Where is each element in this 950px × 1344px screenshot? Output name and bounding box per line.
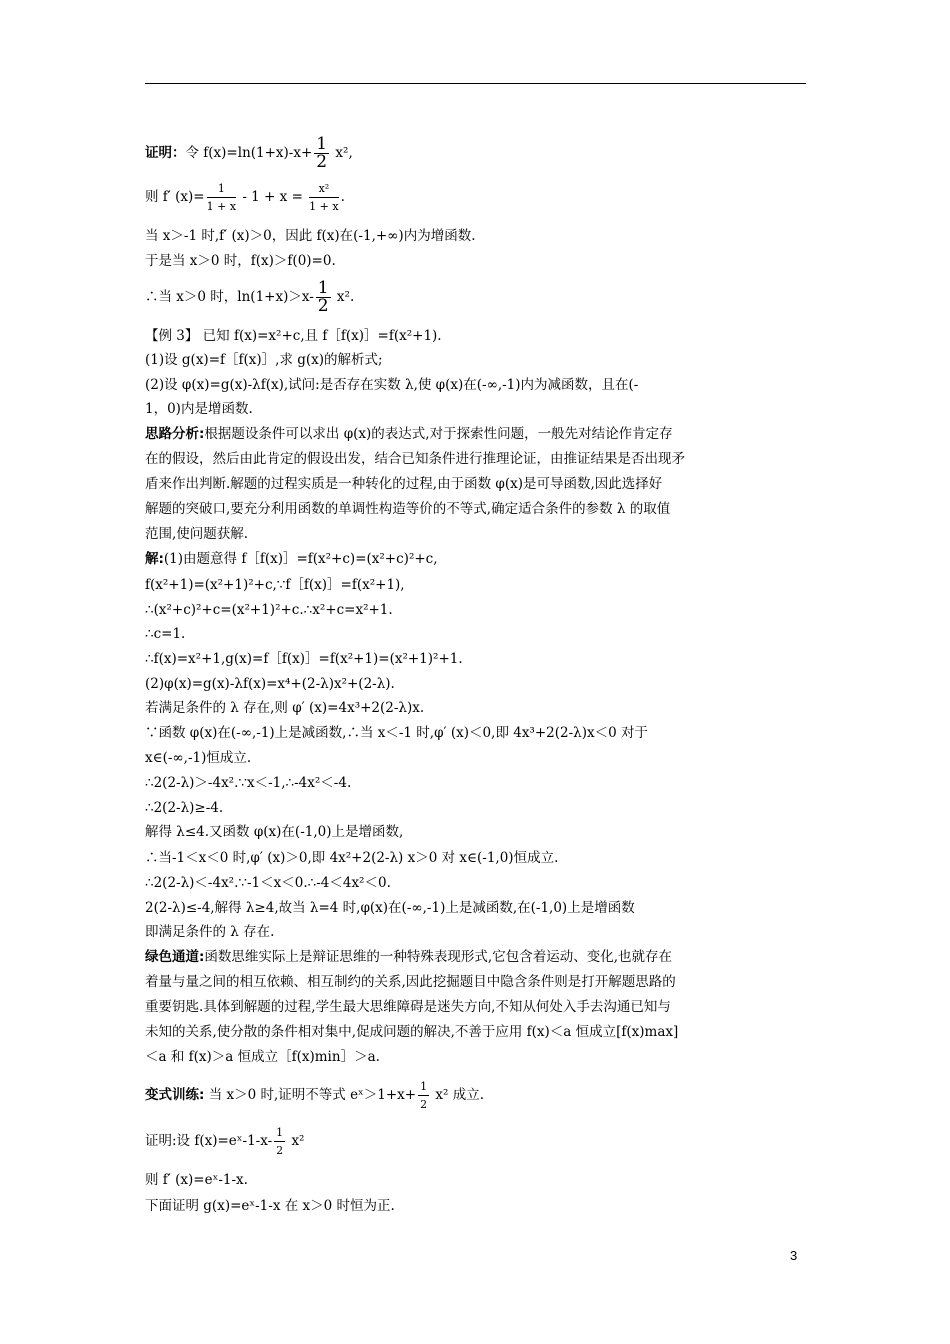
text: x². [332, 289, 355, 305]
text-line: ∵函数 φ(x)在(-∞,-1)上是减函数,∴当 x＜-1 时,φ′ (x)＜0,即 4x³+2(2-λ)x＜0 对于 [145, 725, 648, 741]
text-line: 当 x＞-1 时,f′ (x)＞0，因此 f(x)在(-1,+∞)内为增函数. [145, 228, 476, 244]
numerator: 1 [418, 1078, 429, 1096]
denominator: 1 + x [309, 200, 339, 213]
text-line: 于是当 x＞0 时，f(x)＞f(0)=0. [145, 253, 336, 269]
text: 则 f′ (x)= [145, 189, 205, 205]
exercise-line [145, 1078, 484, 1113]
tip-line [145, 947, 672, 967]
text: x², [331, 145, 353, 161]
text: 根据题设条件可以求出 φ(x)的表达式,对于探索性问题，一般先对结论作肯定存 [204, 426, 673, 442]
text-line: 解得 λ≤4.又函数 φ(x)在(-1,0)上是增函数, [145, 824, 404, 840]
fraction [207, 180, 236, 215]
text: 函数思维实际上是辩证思维的一种特殊表现形式,它包含着运动、变化,也就存在 [204, 949, 672, 965]
text-line: 1，0)内是增函数. [145, 401, 253, 417]
text: 证明:设 f(x)=eˣ-1-x- [145, 1133, 273, 1149]
text: x² 成立. [431, 1087, 485, 1103]
text-line: ∴2(2-λ)＜-4x².∵-1＜x＜0.∴-4＜4x²＜0. [145, 875, 391, 891]
numerator: 1 [207, 180, 236, 198]
text-line: 未知的关系,使分散的条件相对集中,促成问题的解决,不善于应用 f(x)＜a 恒成立[f(x)max] [145, 1024, 679, 1040]
text: - 1 + x = [238, 189, 308, 205]
denominator: 2 [316, 152, 328, 172]
text-line: ∴f(x)=x²+1,g(x)=f［f(x)］=f(x²+1)=(x²+1)²+1. [145, 651, 463, 667]
text-line: 重要钥匙.具体到解题的过程,学生最大思维障碍是迷失方向,不知从何处入手去沟通已知与 [145, 999, 671, 1015]
text-line: ＜a 和 f(x)＞a 恒成立［f(x)min］＞a. [145, 1049, 380, 1065]
text-line: ∴2(2-λ)≥-4. [145, 800, 224, 816]
text-line: ∴c=1. [145, 626, 186, 642]
proof-label: 证明： [145, 145, 186, 161]
text-line: 下面证明 g(x)=eˣ-1-x 在 x＞0 时恒为正. [145, 1198, 395, 1214]
fraction [316, 280, 331, 315]
exercise-label: 变式训练: [145, 1087, 205, 1103]
text-line: 范围,使问题获解. [145, 526, 249, 542]
text-line: 2(2-λ)≤-4,解得 λ≥4,故当 λ=4 时,φ(x)在(-∞,-1)上是减函数,在(-1,0)上是增函数 [145, 900, 635, 916]
text-line: ∴(x²+c)²+c=(x²+1)²+c.∴x²+c=x²+1. [145, 602, 393, 618]
text: 令 f(x)=ln(1+x)-x+ [185, 145, 313, 161]
text: ∴当 x＞0 时，ln(1+x)＞x- [145, 289, 314, 305]
text-line: 在的假设，然后由此肯定的假设出发，结合已知条件进行推理论证，由推证结果是否出现矛 [145, 451, 685, 467]
fraction [314, 136, 329, 171]
text: 当 x＞0 时,证明不等式 eˣ＞1+x+ [204, 1087, 417, 1103]
fraction [274, 1124, 285, 1159]
text-line: ∴当-1＜x＜0 时,φ′ (x)＞0,即 4x²+2(2-λ) x＞0 对 x∈(-1,0)恒成立. [145, 850, 559, 866]
text-line: 若满足条件的 λ 存在,则 φ′ (x)=4x³+2(2-λ)x. [145, 700, 425, 716]
page-number: 3 [790, 1248, 798, 1263]
text-line: 即满足条件的 λ 存在. [145, 924, 275, 940]
exercise-proof-line [145, 1124, 304, 1159]
text: (1)由题意得 f［f(x)］=f(x²+c)=(x²+c)²+c, [163, 551, 438, 567]
text-line: 则 f′ (x)=eˣ-1-x. [145, 1172, 248, 1188]
text-line: 着量与量之间的相互依赖、相互制约的关系,因此挖掘题目中隐含条件则是打开解题思路的 [145, 974, 676, 990]
numerator: 1 [274, 1124, 285, 1142]
analysis-label: 思路分析: [145, 426, 205, 442]
proof-line-2 [145, 180, 345, 215]
denominator: 2 [420, 1098, 428, 1111]
text-line: (1)设 g(x)=f［f(x)］,求 g(x)的解析式; [145, 352, 383, 368]
numerator: 1 [316, 134, 328, 154]
proof-line-1 [145, 136, 353, 171]
example-title: 【例 3】 已知 f(x)=x²+c,且 f［f(x)］=f(x²+1). [145, 328, 442, 344]
text: . [340, 189, 345, 205]
text-line: x∈(-∞,-1)恒成立. [145, 750, 252, 766]
solution-line [145, 549, 438, 569]
text-line: f(x²+1)=(x²+1)²+c,∵f［f(x)］=f(x²+1), [145, 577, 405, 593]
text-line: (2)φ(x)=g(x)-λf(x)=x⁴+(2-λ)x²+(2-λ). [145, 676, 395, 692]
analysis-line [145, 424, 673, 444]
fraction [309, 180, 338, 215]
numerator: 1 [317, 278, 329, 298]
fraction [418, 1078, 429, 1113]
numerator: x² [309, 180, 338, 198]
text-line: 解题的突破口,要充分利用函数的单调性构造等价的不等式,确定适合条件的参数 λ 的取值 [145, 501, 671, 517]
denominator: 2 [317, 296, 329, 316]
header-rule [145, 83, 806, 84]
conclusion-line [145, 280, 354, 315]
denominator: 2 [276, 1144, 284, 1157]
denominator: 1 + x [206, 200, 237, 213]
text-line: (2)设 φ(x)=g(x)-λf(x),试问:是否存在实数 λ,使 φ(x)在(-∞,-1)内为减函数，且在(- [145, 377, 639, 393]
text: x² [287, 1133, 305, 1149]
tip-label: 绿色通道: [145, 949, 205, 965]
solution-label: 解: [145, 551, 164, 567]
text-line: 盾来作出判断.解题的过程实质是一种转化的过程,由于函数 φ(x)是可导函数,因此选择好 [145, 476, 663, 492]
text-line: ∴2(2-λ)＞-4x².∵x＜-1,∴-4x²＜-4. [145, 775, 352, 791]
